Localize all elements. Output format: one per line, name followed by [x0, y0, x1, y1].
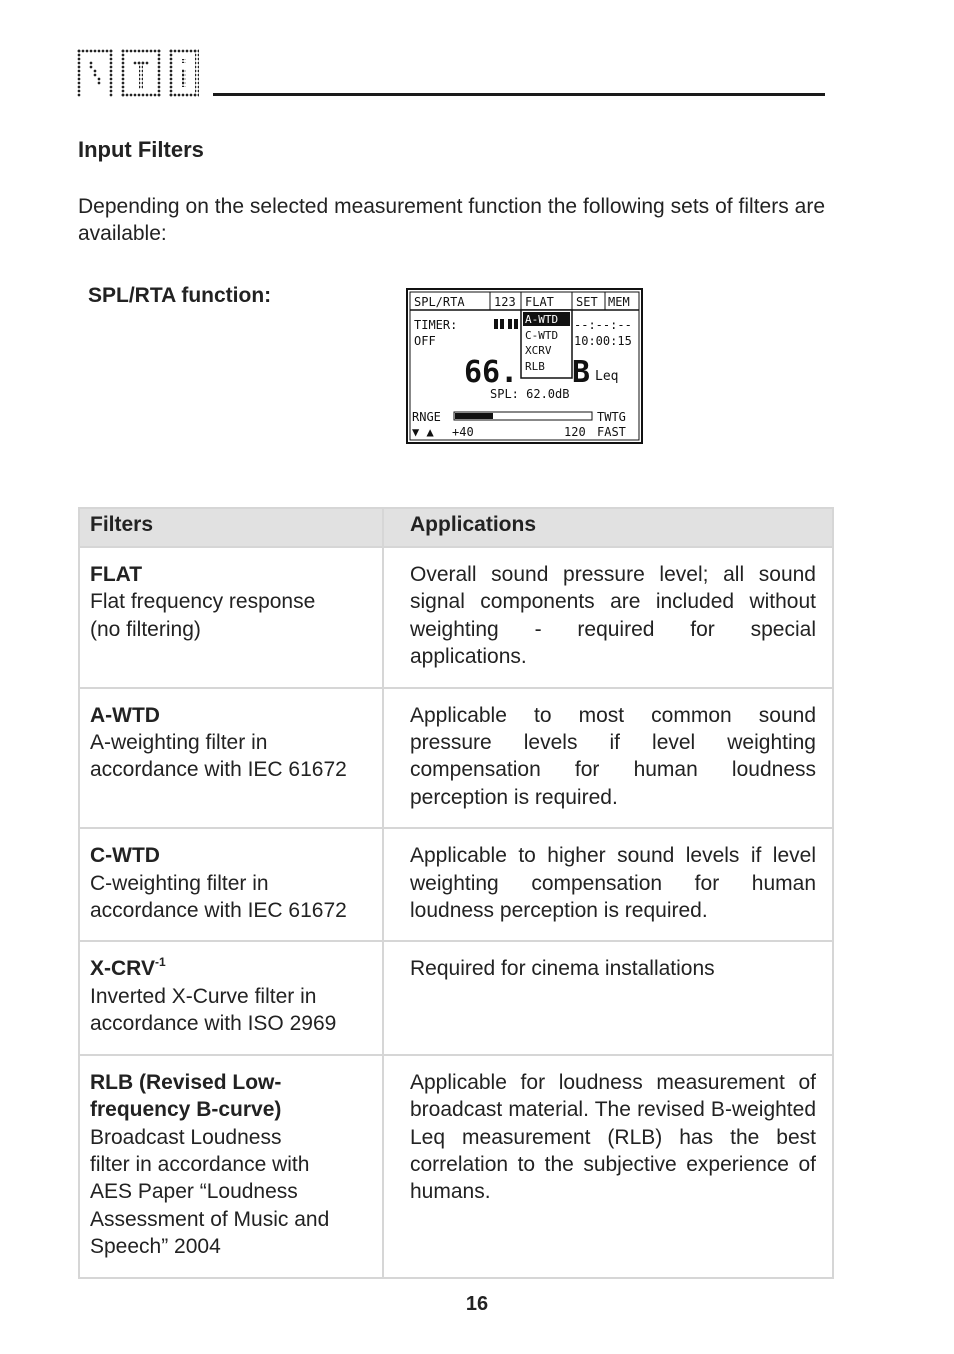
filter-name-superscript: -1 — [154, 955, 166, 970]
lcd-main-value-tail: B — [572, 355, 591, 390]
lcd-range-label: RNGE — [412, 410, 441, 424]
lcd-filter-option-a-wtd: A-WTD — [525, 313, 559, 326]
lcd-filter-option-c-wtd: C-WTD — [525, 329, 559, 342]
lcd-weighting-top: TWTG — [597, 410, 626, 424]
header-rule — [213, 93, 825, 96]
filter-name: FLAT — [90, 563, 143, 586]
filters-table — [78, 507, 834, 1279]
page-number: 16 — [465, 1293, 489, 1315]
table-row — [79, 828, 833, 941]
table-row — [79, 1055, 833, 1278]
filter-description: Inverted X-Curve filter in accordance with ISO 2969 — [90, 984, 337, 1036]
filters-column-header: Filters — [79, 508, 383, 547]
filter-name: C-WTD — [90, 844, 160, 868]
lcd-timer-label: TIMER: — [414, 318, 458, 332]
application-cell: Applicable to higher sound levels if level weighting compensation for human loudness perception is required. — [383, 828, 833, 941]
svg-text:▼ ▲: ▼ ▲ — [412, 425, 434, 439]
section-title: Input Filters — [78, 137, 204, 162]
lcd-main-value: 66. — [464, 355, 519, 390]
table-row — [79, 547, 833, 688]
lcd-range-low: +40 — [452, 425, 474, 439]
lcd-timer-elapsed: --:--:-- — [574, 318, 632, 332]
lcd-filter-option-rlb: RLB — [525, 360, 545, 373]
table-body — [79, 547, 833, 1278]
filter-name: A-WTD — [90, 703, 160, 727]
application-cell: Overall sound pressure level; all sound signal components are included without weighting - required for special applications. — [383, 547, 833, 688]
lcd-spl-line: SPL: 62.0dB — [490, 387, 570, 401]
application-cell: Required for cinema installations — [383, 941, 833, 1054]
table-row — [79, 941, 833, 1054]
lcd-weighting-bottom: FAST — [597, 425, 626, 439]
lcd-tab-mem: MEM — [608, 295, 630, 309]
filter-cell — [79, 1055, 383, 1278]
filter-description: Broadcast Loudness filter in accordance with AES Paper “Loudness Assessment of Music and Speech” 2004 — [90, 1125, 330, 1259]
lcd-tab-set: SET — [576, 295, 598, 309]
table-row — [79, 688, 833, 829]
intro-paragraph: Depending on the selected measurement function the following sets of filters are available: — [78, 195, 825, 245]
filter-name: RLB (Revised Low- frequency B-curve) — [90, 1070, 282, 1122]
application-cell: Applicable for loudness measurement of broadcast material. The revised B-weighted Leq measurement (RLB) has the best correlation to the subjective experience of humans. — [383, 1055, 833, 1278]
filter-cell — [79, 688, 383, 829]
lcd-unit: Leq — [595, 369, 619, 384]
filter-name: $X-CRV^{-1}$ — [90, 955, 166, 981]
filter-cell — [79, 941, 383, 1054]
lcd-timer-value: OFF — [414, 334, 436, 348]
lcd-range-high: 120 — [564, 425, 586, 439]
filter-cell — [79, 547, 383, 688]
application-cell: Applicable to most common sound pressure levels if level weighting compensation for human loudness perception is required. — [383, 688, 833, 829]
lcd-filter-option-xcrv: XCRV — [525, 344, 552, 357]
lcd-level-bar — [455, 413, 493, 419]
filter-description: A-weighting filter in accordance with IEC 61672 — [90, 731, 347, 782]
lcd-tab-123: 123 — [494, 295, 516, 309]
table-header-row — [79, 508, 833, 547]
function-label: SPL/RTA function: — [88, 284, 272, 307]
device-display-screenshot — [406, 288, 643, 444]
lcd-tab-spl-rta: SPL/RTA — [414, 295, 465, 309]
filter-description: C-weighting filter in accordance with IEC 61672 — [90, 871, 347, 923]
filter-cell — [79, 828, 383, 941]
nti-logo — [77, 49, 199, 97]
filter-description: Flat frequency response (no filtering) — [90, 590, 316, 641]
lcd-clock: 10:00:15 — [574, 334, 632, 348]
lcd-tab-flat: FLAT — [525, 295, 554, 309]
applications-column-header: Applications — [383, 508, 833, 547]
